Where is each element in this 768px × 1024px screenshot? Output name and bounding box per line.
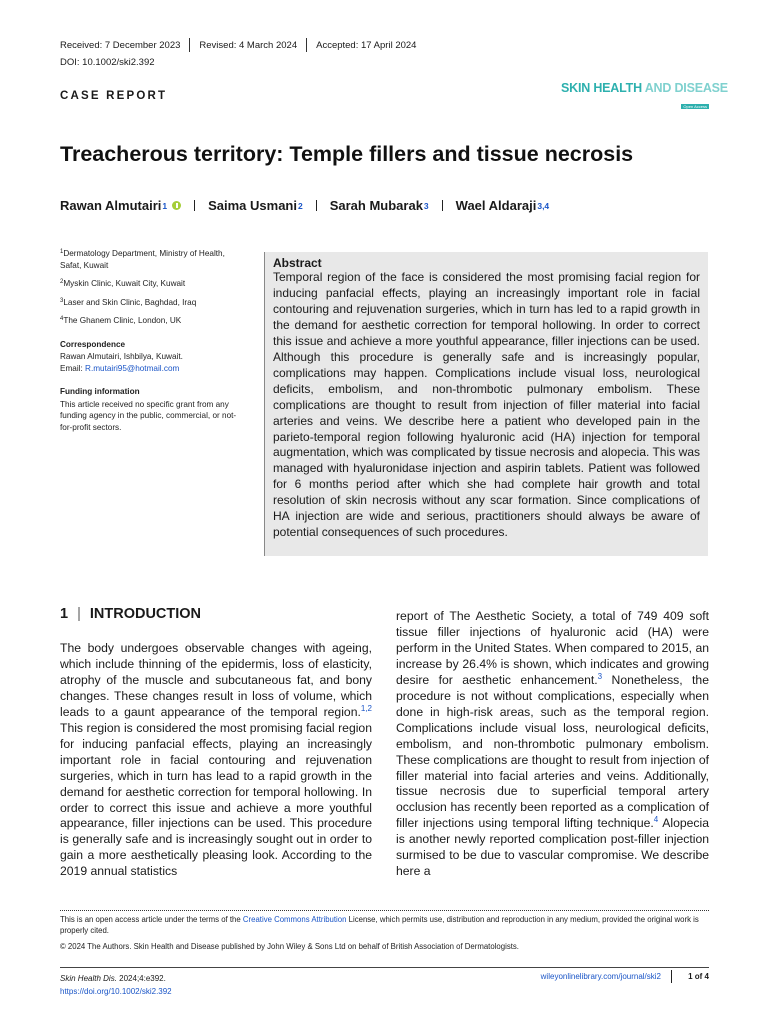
author-name[interactable]: Sarah Mubarak [329, 198, 423, 213]
license-note: This is an open access article under the terms of the Creative Commons Attribution License, which permits use, distribution and reproduction in any medium, provided the original work is properly cited. [60, 915, 699, 935]
author-name[interactable]: Rawan Almutairi [60, 198, 162, 213]
section-title: INTRODUCTION [89, 606, 202, 622]
doi: DOI: 10.1002/ski2.392 [60, 57, 155, 68]
affiliation: $^3$Laser and Skin Clinic, Baghdad, Iraq [60, 297, 197, 307]
doi-link[interactable]: https://doi.org/10.1002/ski2.392 [60, 987, 172, 996]
logo-tag: Open Access [683, 104, 707, 109]
author-affiliation[interactable]: 3 [423, 200, 429, 211]
sidebar-info [60, 247, 246, 433]
author-name[interactable]: Wael Aldaraji [455, 198, 537, 213]
affiliation: $^4$The Ghanem Clinic, London, UK [60, 316, 182, 325]
orcid-icon[interactable] [172, 201, 181, 210]
citation-link[interactable]: 4 [653, 815, 659, 825]
accepted-date: Accepted: 17 April 2024 [316, 39, 417, 51]
revised-date: Revised: 4 March 2024 [199, 39, 298, 51]
author-name[interactable]: Saima Usmani [208, 198, 297, 213]
journal-logo[interactable] [561, 81, 728, 113]
citation-link[interactable]: 1,2 [360, 703, 372, 713]
divider [194, 200, 195, 211]
abstract-heading: Abstract [273, 256, 322, 270]
received-date: Received: 7 December 2023 [60, 39, 181, 51]
author-affiliation[interactable]: 3,4 [537, 200, 550, 211]
divider [442, 200, 443, 211]
correspondence-heading: Correspondence [60, 339, 126, 349]
abstract-box [264, 252, 708, 556]
article-title: Treacherous territory: Temple fillers and tissue necrosis [60, 142, 634, 166]
copyright-note: © 2024 The Authors. Skin Health and Disease published by John Wiley & Sons Ltd on behalf of British Association of Dermatologists. [60, 942, 519, 951]
citation-link[interactable]: 3 [597, 671, 603, 681]
journal-site-link[interactable]: wileyonlinelibrary.com/journal/ski2 [540, 972, 661, 981]
affiliation: $^1$Dermatology Department, Ministry of Health, Safat, Kuwait [60, 249, 225, 270]
body-column-right: report of The Aesthetic Society, a total of 749 409 soft tissue filler injections of hyaluronic acid (HA) were perform in the United States. When compared to 2015, an increase by 26.4% is shown, which indicates and growing desire for aesthetic enhancement.$^3$ Nonetheless, the procedure is not without complications, especially when done in high-risk areas, such as the temporal region. Complications include visual loss, neurological deficits, embolism, and non-thrombotic pulmonary embolism. These complications are thought to result from injection of filler material into facial arteries and veins. Additionally, tissue necrosis due to superficial temporal artery occlusion has recently been reported as a complication of filler injections using temporal lifting technique.$^4$ Alopecia is another newly reported complication post-filler injection surmised to be due to vascular compromise. We describe here a [396, 609, 709, 879]
divider [671, 970, 672, 983]
logo-word-2: AND DISEASE [644, 81, 728, 95]
journal-citation: Skin Health Dis. 2024;4:e392. https://doi.org/10.1002/ski2.392 [60, 974, 172, 996]
section-number: 1 [60, 606, 69, 622]
email-link[interactable]: R.mutairi95@hotmail.com [85, 363, 180, 373]
correspondence-email-line: Email: R.mutairi95@hotmail.com [60, 363, 180, 373]
article-dates [60, 38, 416, 52]
logo-word-1: SKIN HEALTH [561, 81, 642, 95]
body-column-left: The body undergoes observable changes with ageing, which include thinning of the epidermis, loss of elasticity, atrophy of the muscle and subcutaneous fat, and bony changes. These changes result in loss of volume, which leads to a gaunt appearance of the temporal region.$^{1,2}$ This region is considered the most promising facial region for inducing panfacial effects, playing an increasingly important role in facial contouring and rejuvenation surgeries, which in turn has lead to a rapid growth in the demand for aesthetic correction for temporal hollowing. In order to correct this issue and achieve a more youthful appearance, filler injections can be used. This procedure is generally safe and is increasingly sought out in order to gain a more aesthetically pleasing look. According to the 2019 annual statistics [60, 641, 372, 879]
divider [316, 200, 317, 211]
divider [306, 38, 307, 52]
abstract-text: Temporal region of the face is considered the most promising facial region for inducing panfacial effects, playing an increasingly important role in facial contouring and rejuvenation surgeries, which in turn has led to a rapid growth in the demand for aesthetic correction for temporal hollowing. In order to correct this issue and achieve a more youthful appearance, filler injections can be used. Although this procedure is generally safe and is increasingly popular, complications may happen. Complications include visual loss, neurological deficits, embolism, and non-thrombotic pulmonary embolism. These complications are thought to result from injection of filler material into facial arteries and veins. We describe here a patient who developed pain in the parieto-temporal region following hyaluronic acid (HA) injection for temporal augmentation, which was complicated by tissue necrosis and alopecia. This was managed with hyaluronidase injection and aspirin tablets. Patient was followed for 6 months period after which she had complete hair growth and total resolution of skin necrosis without any scar formation. Since complications of HA injection are wide and serious, practitioners should always be aware of potential consequences of such procedures. [273, 270, 700, 540]
page-number: 1 of 4 [688, 972, 709, 981]
funding-heading: Funding information [60, 387, 140, 396]
correspondence-address: Rawan Almutairi, Ishbilya, Kuwait. [60, 352, 183, 361]
divider [189, 38, 190, 52]
section-heading: 1 | INTRODUCTION [60, 606, 202, 622]
footer-rule [60, 967, 709, 968]
author-list [60, 198, 549, 213]
author-affiliation[interactable]: 2 [297, 200, 303, 211]
license-link[interactable]: Creative Commons Attribution [242, 915, 347, 924]
article-type: CASE REPORT [60, 90, 168, 102]
footnote-rule [60, 910, 709, 911]
affiliation: $^2$Myskin Clinic, Kuwait City, Kuwait [60, 279, 186, 288]
funding-text: This article received no specific grant from any funding agency in the public, commercial, or not-for-profit sectors. [60, 399, 237, 432]
author-affiliation[interactable]: 1 [162, 200, 168, 211]
journal-name: Skin Health Dis. [60, 974, 117, 983]
